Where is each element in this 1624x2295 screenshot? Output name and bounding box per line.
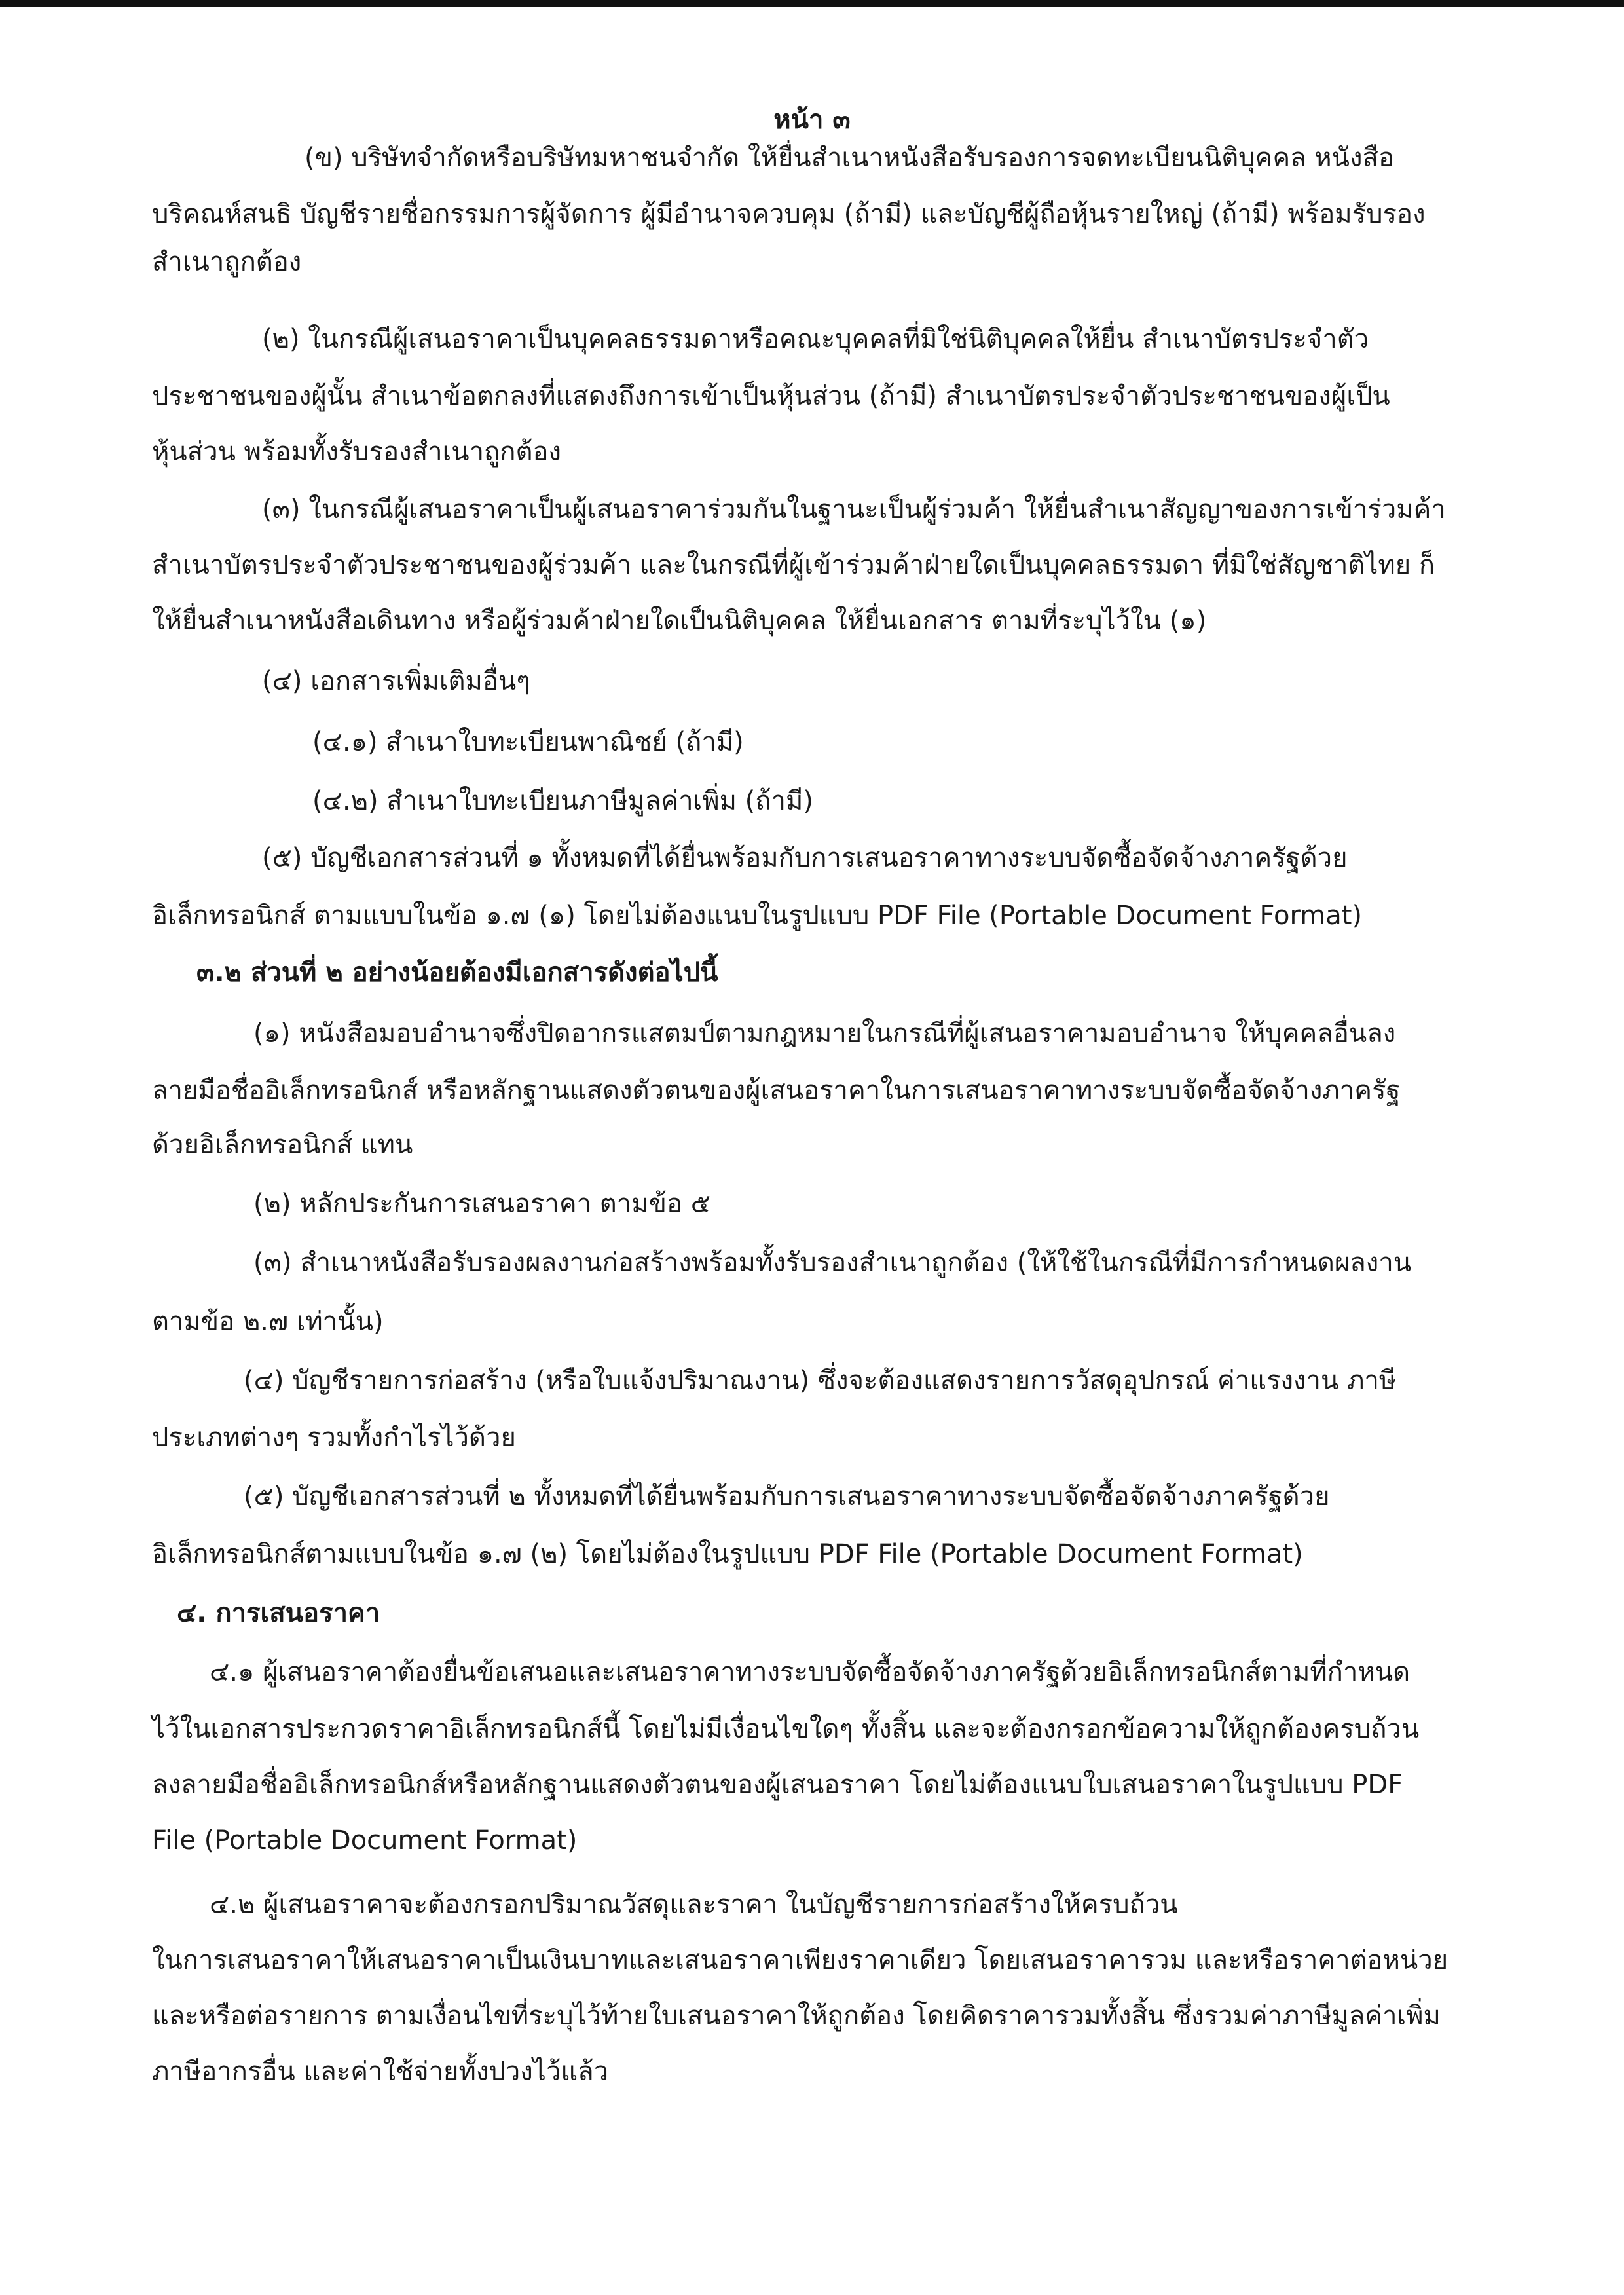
section-heading: ๓.๒ ส่วนที่ ๒ อย่างน้อยต้องมีเอกสารดังต่อไปนี้	[196, 958, 718, 988]
text-line: (๔.๑) สำเนาใบทะเบียนพาณิชย์ (ถ้ามี)	[312, 727, 744, 757]
text-line: ด้วยอิเล็กทรอนิกส์ แทน	[152, 1130, 413, 1160]
text-line: (๑) หนังสือมอบอำนาจซึ่งปิดอากรแสตมป์ตามกฎหมายในกรณีที่ผู้เสนอราคามอบอำนาจ ให้บุคคลอื่นลง	[253, 1018, 1396, 1049]
text-line: ลายมือชื่ออิเล็กทรอนิกส์ หรือหลักฐานแสดงตัวตนของผู้เสนอราคาในการเสนอราคาทางระบบจัดซื้อจัดจ้างภาครัฐ	[152, 1075, 1401, 1106]
text-line: ตามข้อ ๒.๗ เท่านั้น)	[152, 1307, 384, 1337]
text-line: ภาษีอากรอื่น และค่าใช้จ่ายทั้งปวงไว้แล้ว	[152, 2057, 609, 2087]
text-line: บริคณห์สนธิ บัญชีรายชื่อกรรมการผู้จัดการ ผู้มีอำนาจควบคุม (ถ้ามี) และบัญชีผู้ถือหุ้นรายใหญ่ (ถ้ามี) พร้อมรับรอง	[152, 199, 1426, 229]
text-line: ในการเสนอราคาให้เสนอราคาเป็นเงินบาทและเสนอราคาเพียงราคาเดียว โดยเสนอราคารวม และหรือราคาต่อหน่วย	[152, 1945, 1449, 1975]
section-heading: ๔. การเสนอราคา	[177, 1598, 380, 1628]
text-line: (๓) ในกรณีผู้เสนอราคาเป็นผู้เสนอราคาร่วมกันในฐานะเป็นผู้ร่วมค้า ให้ยื่นสำเนาสัญญาของการเข้าร่วมค้า	[262, 494, 1446, 525]
text-line: ให้ยื่นสำเนาหนังสือเดินทาง หรือผู้ร่วมค้าฝ่ายใดเป็นนิติบุคคล ให้ยื่นเอกสาร ตามที่ระบุไว้ใน (๑)	[152, 606, 1207, 636]
text-line: (ข) บริษัทจำกัดหรือบริษัทมหาชนจำกัด ให้ยื่นสำเนาหนังสือรับรองการจดทะเบียนนิติบุคคล หนังสือ	[304, 143, 1394, 173]
text-line: อิเล็กทรอนิกส์ ตามแบบในข้อ ๑.๗ (๑) โดยไม่ต้องแนบในรูปแบบ PDF File (Portable Document Format)	[152, 901, 1363, 931]
text-line: ๔.๒ ผู้เสนอราคาจะต้องกรอกปริมาณวัสดุและราคา ในบัญชีรายการก่อสร้างให้ครบถ้วน	[210, 1890, 1178, 1920]
scan-top-border	[0, 0, 1624, 7]
text-line: อิเล็กทรอนิกส์ตามแบบในข้อ ๑.๗ (๒) โดยไม่ต้องในรูปแบบ PDF File (Portable Document Format)	[152, 1539, 1303, 1569]
text-line: สำเนาบัตรประจำตัวประชาชนของผู้ร่วมค้า และในกรณีที่ผู้เข้าร่วมค้าฝ่ายใดเป็นบุคคลธรรมดา ที่มิใช่สัญชาติไทย ก็	[152, 550, 1435, 580]
text-line: (๔) เอกสารเพิ่มเติมอื่นๆ	[262, 666, 530, 696]
text-line: (๒) หลักประกันการเสนอราคา ตามข้อ ๕	[253, 1189, 710, 1219]
text-line: หุ้นส่วน พร้อมทั้งรับรองสำเนาถูกต้อง	[152, 437, 562, 467]
text-line: และหรือต่อรายการ ตามเงื่อนไขที่ระบุไว้ท้ายใบเสนอราคาให้ถูกต้อง โดยคิดราคารวมทั้งสิ้น ซึ่งรวมค่าภาษีมูลค่าเพิ่ม	[152, 2001, 1441, 2031]
text-line: (๒) ในกรณีผู้เสนอราคาเป็นบุคคลธรรมดาหรือคณะบุคคลที่มิใช่นิติบุคคลให้ยื่น สำเนาบัตรประจำตัว	[262, 324, 1369, 354]
text-line: ลงลายมือชื่ออิเล็กทรอนิกส์หรือหลักฐานแสดงตัวตนของผู้เสนอราคา โดยไม่ต้องแนบใบเสนอราคาในรูปแบบ PDF	[152, 1770, 1403, 1800]
text-line: ประเภทต่างๆ รวมทั้งกำไรไว้ด้วย	[152, 1423, 516, 1453]
text-line: สำเนาถูกต้อง	[152, 247, 302, 277]
text-line: (๕) บัญชีเอกสารส่วนที่ ๑ ทั้งหมดที่ได้ยื่นพร้อมกับการเสนอราคาทางระบบจัดซื้อจัดจ้างภาครัฐด้วย	[262, 843, 1348, 873]
text-line: File (Portable Document Format)	[152, 1825, 578, 1856]
text-line: (๔.๒) สำเนาใบทะเบียนภาษีมูลค่าเพิ่ม (ถ้ามี)	[312, 786, 813, 816]
text-line: ประชาชนของผู้นั้น สำเนาข้อตกลงที่แสดงถึงการเข้าเป็นหุ้นส่วน (ถ้ามี) สำเนาบัตรประจำตัวประชาชนของผู้เป็น	[152, 381, 1390, 411]
text-line: (๕) บัญชีเอกสารส่วนที่ ๒ ทั้งหมดที่ได้ยื่นพร้อมกับการเสนอราคาทางระบบจัดซื้อจัดจ้างภาครัฐด้วย	[244, 1482, 1330, 1512]
page-number-header: หน้า ๓	[773, 105, 851, 135]
text-line: ๔.๑ ผู้เสนอราคาต้องยื่นข้อเสนอและเสนอราคาทางระบบจัดซื้อจัดจ้างภาครัฐด้วยอิเล็กทรอนิกส์ตามที่กำหนด	[210, 1657, 1411, 1687]
text-line: (๓) สำเนาหนังสือรับรองผลงานก่อสร้างพร้อมทั้งรับรองสำเนาถูกต้อง (ให้ใช้ในกรณีที่มีการกำหนดผลงาน	[253, 1248, 1412, 1278]
text-line: (๔) บัญชีรายการก่อสร้าง (หรือใบแจ้งปริมาณงาน) ซึ่งจะต้องแสดงรายการวัสดุอุปกรณ์ ค่าแรงงาน ภาษี	[244, 1366, 1397, 1396]
text-line: ไว้ในเอกสารประกวดราคาอิเล็กทรอนิกส์นี้ โดยไม่มีเงื่อนไขใดๆ ทั้งสิ้น และจะต้องกรอกข้อความให้ถูกต้องครบถ้วน	[152, 1714, 1420, 1744]
